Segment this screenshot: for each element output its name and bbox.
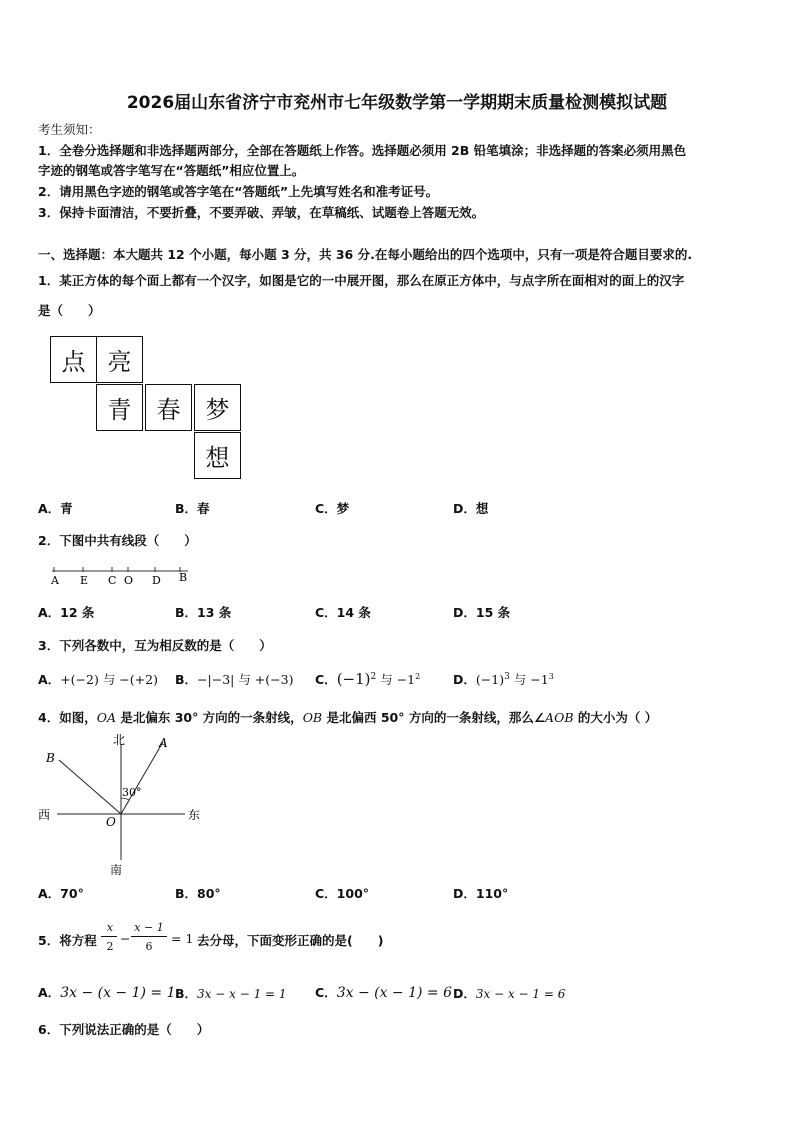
option-a[interactable] [38,983,176,1001]
option-text: (−1) [475,672,505,687]
option-label: C． [315,985,337,1000]
exponent: 2 [415,671,421,681]
point-label: O [124,574,134,587]
cube-face: 亮 [96,336,143,383]
fraction-bar [101,936,117,937]
cube-net-figure [48,336,248,486]
option-label: A． [38,985,61,1000]
option-label: B． [175,986,198,1001]
line-segment-figure [48,562,198,588]
stem-text: 的大小为（ ） [573,710,658,725]
cube-face: 春 [145,384,192,431]
label-point-b: B [46,751,55,765]
option-text: 3x − x − 1 = 1 [197,987,287,1001]
question-stem: 2．下图中共有线段（ ） [38,533,197,548]
option-label: A． [38,672,61,687]
section-heading: 一、选择题：本大题共 12 个小题，每小题 3 分，共 36 分.在每小题给出的四个选项中，只有一项是符合题目要求的. [38,247,693,262]
stem-text: 是北偏西 50° 方向的一条射线，那么∠ [322,710,546,725]
equation-rhs: = 1 [171,931,194,946]
angle-name: AOB [545,710,574,725]
option-b[interactable]: B．春 [175,501,210,516]
option-label: D． [453,672,476,687]
question-stem: 1．某正方体的每个面上都有一个汉字，如图是它的一中展开图，那么在原正方体中，与点字所在面相对的面上的汉字 [38,273,685,288]
ray-name: OB [302,710,323,725]
page-title: 2026届山东省济宁市兖州市七年级数学第一学期期末质量检测模拟试题 [126,93,668,113]
option-c[interactable]: C．100° [315,886,370,901]
option-label: B． [175,672,198,687]
point-label: D [152,574,161,587]
option-b[interactable]: B．13 条 [175,605,232,620]
question-stem: 6．下列说法正确的是（ ） [38,1022,210,1037]
exponent: 3 [504,671,510,682]
cube-face: 梦 [194,384,241,431]
fraction-numerator: x [106,921,114,934]
option-c[interactable]: C．14 条 [315,605,371,620]
question-stem [38,708,657,726]
cube-face: 青 [96,384,143,431]
option-d[interactable]: D．想 [453,501,489,516]
option-text: −|−3| 与 +(−3) [197,672,294,687]
angle-label: 30° [122,786,142,799]
exponent: 2 [370,671,377,682]
label-east: 东 [188,808,201,822]
label-north: 北 [113,733,126,747]
notice-item: 3．保持卡面清洁，不要折叠，不要弄破、弄皱，在草稿纸、试题卷上答题无效。 [38,205,485,220]
option-c[interactable]: C．梦 [315,501,350,516]
option-d[interactable] [453,670,554,688]
option-a[interactable] [38,670,158,688]
fraction-denominator: 6 [145,940,153,953]
label-west: 西 [38,808,51,822]
compass-figure [35,730,215,880]
option-label: C． [315,672,337,687]
option-d[interactable] [453,984,565,1002]
option-c[interactable] [315,670,420,688]
cube-face: 想 [194,432,241,479]
option-d[interactable]: D．15 条 [453,605,511,620]
option-label: D． [453,986,476,1001]
label-point-o: O [106,815,116,829]
point-label: E [80,574,89,587]
option-b[interactable] [175,984,287,1002]
point-label: A [51,574,59,587]
fraction-denominator: 2 [106,940,114,953]
fraction-numerator: x − 1 [134,921,164,934]
fraction-bar [131,936,167,937]
notice-item: 2．请用黑色字迹的钢笔或答字笔在“答题纸”上先填写姓名和准考证号。 [38,184,439,199]
label-point-a: A [159,736,168,750]
notice-item: 字迹的钢笔或答字笔写在“答题纸”相应位置上。 [38,163,305,178]
option-text: 与 −1 [509,672,549,687]
stem-text: 是北偏东 30° 方向的一条射线， [115,710,303,725]
exponent: 3 [548,671,554,681]
question-stem-suffix: 去分母，下面变形正确的是( ) [197,933,384,948]
question-stem: 3．下列各数中，互为相反数的是（ ） [38,638,272,653]
ray-name: OA [96,710,116,725]
question-stem: 是（ ） [38,303,101,318]
minus-sign: − [120,931,131,946]
option-d[interactable]: D．110° [453,886,509,901]
stem-text: 4．如图， [38,710,97,725]
option-b[interactable]: B．80° [175,886,221,901]
option-text: 与 −1 [376,672,416,687]
option-text: 3x − (x − 1) = 1 [60,985,176,1001]
notice-item: 1．全卷分选择题和非选择题两部分，全部在答题纸上作答。选择题必须用 2B 铅笔填涂；非选择题的答案必须用黑色 [38,143,687,158]
option-text: 3x − (x − 1) = 6 [336,985,453,1001]
option-text: 3x − x − 1 = 6 [475,987,566,1001]
point-label: C [108,574,117,587]
option-a[interactable]: A．70° [38,886,84,901]
point-label: B [179,571,188,584]
option-text: (−1) [336,670,371,688]
option-c[interactable] [315,983,452,1001]
option-b[interactable] [175,670,293,688]
notice-heading: 考生须知： [38,122,101,137]
label-south: 南 [110,863,123,877]
cube-face: 点 [50,336,97,383]
option-text: +(−2) 与 −(+2) [60,672,158,687]
option-a[interactable]: A．青 [38,501,73,516]
option-a[interactable]: A．12 条 [38,605,95,620]
question-stem-prefix: 5．将方程 [38,933,97,948]
